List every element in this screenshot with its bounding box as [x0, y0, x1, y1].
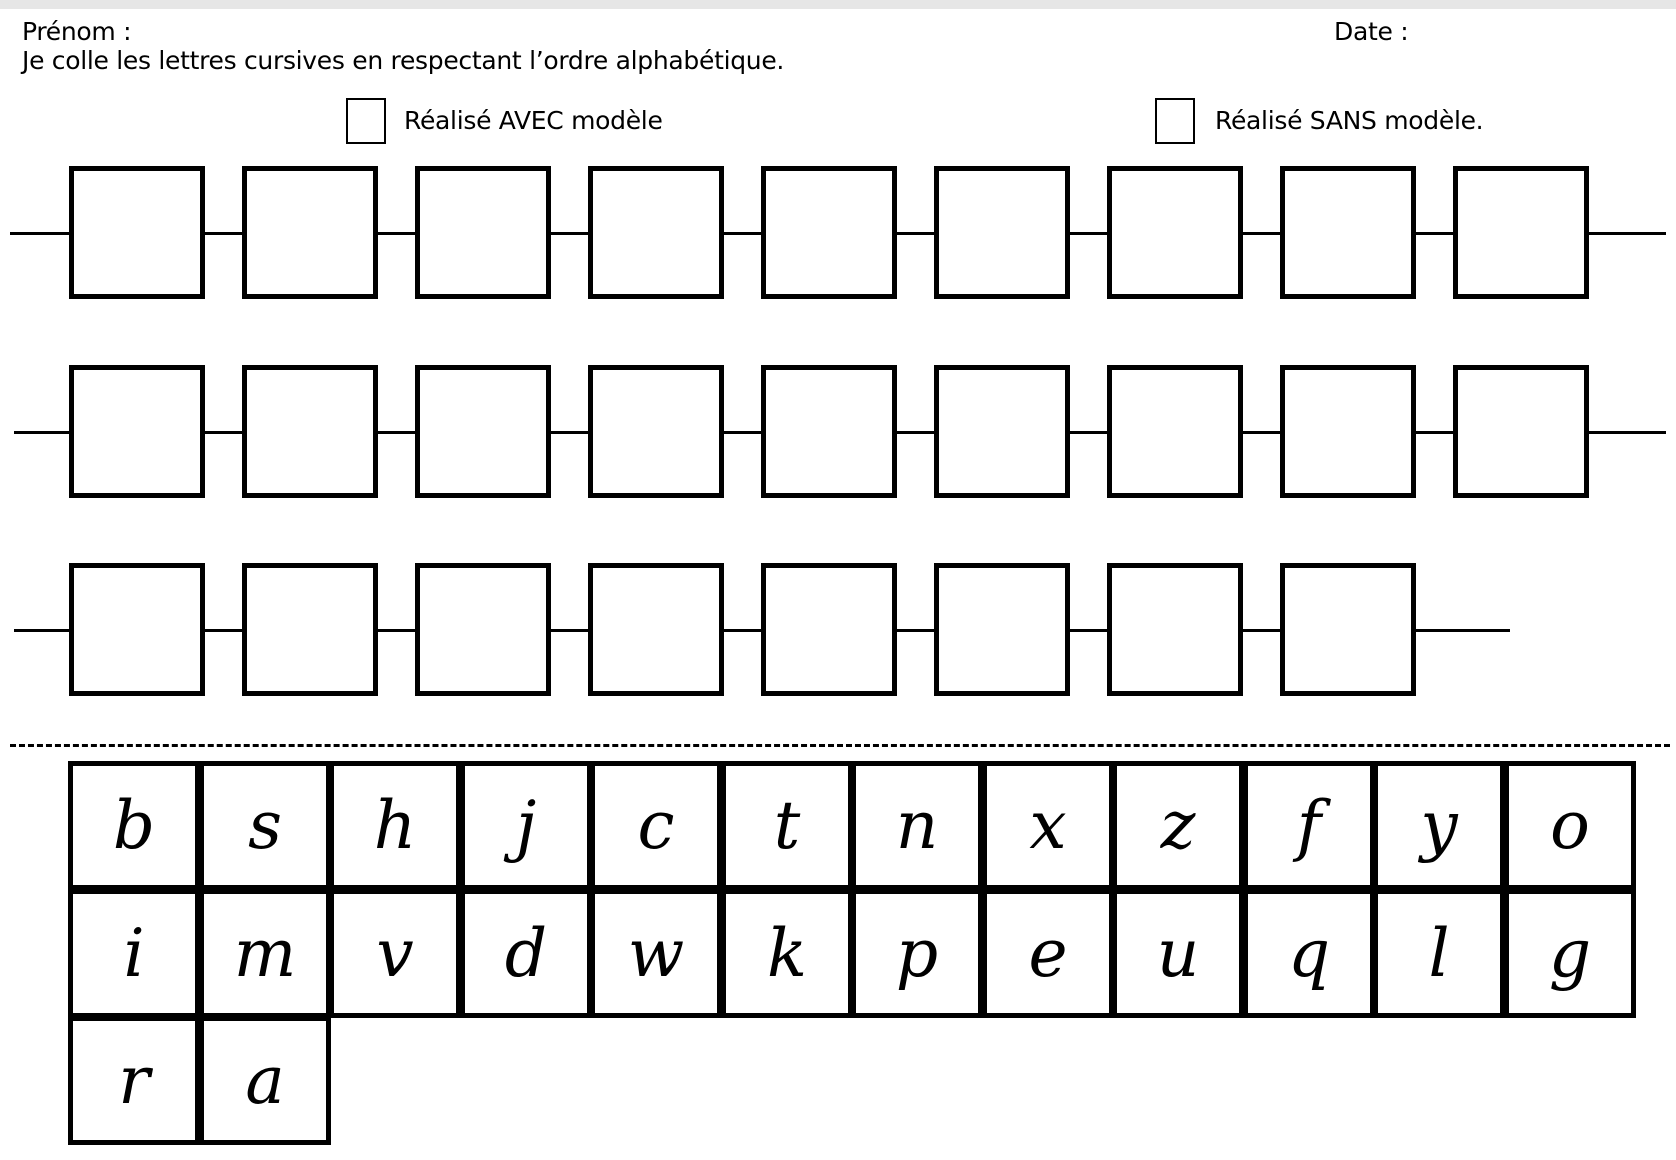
- letter-card[interactable]: a: [199, 1016, 331, 1145]
- without-model-label: Réalisé SANS modèle.: [1215, 106, 1484, 135]
- letter-card[interactable]: d: [460, 889, 592, 1018]
- answer-slot[interactable]: [1453, 365, 1589, 498]
- answer-slot[interactable]: [1280, 365, 1416, 498]
- answer-slot[interactable]: [1453, 166, 1589, 299]
- answer-slot[interactable]: [1107, 166, 1243, 299]
- answer-slot[interactable]: [1107, 365, 1243, 498]
- letter-card[interactable]: z: [1112, 761, 1244, 890]
- letter-card[interactable]: i: [68, 889, 200, 1018]
- date-label: Date :: [1334, 17, 1409, 46]
- answer-slot[interactable]: [761, 563, 897, 696]
- cut-line: [10, 744, 1670, 747]
- letter-card[interactable]: y: [1373, 761, 1505, 890]
- letter-card[interactable]: e: [982, 889, 1114, 1018]
- letter-card[interactable]: c: [590, 761, 722, 890]
- letter-card[interactable]: f: [1243, 761, 1375, 890]
- answer-slot[interactable]: [242, 166, 378, 299]
- letter-card[interactable]: q: [1243, 889, 1375, 1018]
- letter-card[interactable]: l: [1373, 889, 1505, 1018]
- answer-slot[interactable]: [761, 166, 897, 299]
- letter-card[interactable]: x: [982, 761, 1114, 890]
- answer-slot[interactable]: [588, 166, 724, 299]
- letter-card[interactable]: g: [1504, 889, 1636, 1018]
- letter-card[interactable]: t: [721, 761, 853, 890]
- without-model-checkbox[interactable]: [1155, 98, 1195, 144]
- answer-slot[interactable]: [415, 365, 551, 498]
- letter-card[interactable]: m: [199, 889, 331, 1018]
- answer-slot[interactable]: [69, 365, 205, 498]
- answer-slot[interactable]: [934, 166, 1070, 299]
- letter-card[interactable]: r: [68, 1016, 200, 1145]
- answer-slot[interactable]: [69, 563, 205, 696]
- letter-card[interactable]: h: [329, 761, 461, 890]
- letter-card[interactable]: k: [721, 889, 853, 1018]
- answer-slot[interactable]: [588, 365, 724, 498]
- instruction-text: Je colle les lettres cursives en respectant l’ordre alphabétique.: [22, 46, 785, 75]
- letter-card[interactable]: w: [590, 889, 722, 1018]
- with-model-checkbox[interactable]: [346, 98, 386, 144]
- letter-card[interactable]: o: [1504, 761, 1636, 890]
- with-model-label: Réalisé AVEC modèle: [404, 106, 663, 135]
- answer-slot[interactable]: [69, 166, 205, 299]
- answer-slot[interactable]: [1107, 563, 1243, 696]
- letter-card[interactable]: v: [329, 889, 461, 1018]
- letter-card[interactable]: b: [68, 761, 200, 890]
- answer-slot[interactable]: [934, 365, 1070, 498]
- answer-slot[interactable]: [761, 365, 897, 498]
- letter-card[interactable]: j: [460, 761, 592, 890]
- answer-slot[interactable]: [415, 563, 551, 696]
- prenom-label: Prénom :: [22, 17, 132, 46]
- answer-slot[interactable]: [415, 166, 551, 299]
- answer-slot[interactable]: [934, 563, 1070, 696]
- answer-slot[interactable]: [242, 563, 378, 696]
- answer-slot[interactable]: [588, 563, 724, 696]
- answer-slot[interactable]: [242, 365, 378, 498]
- worksheet-page: [0, 9, 1676, 1160]
- letter-card[interactable]: s: [199, 761, 331, 890]
- answer-slot[interactable]: [1280, 563, 1416, 696]
- letter-card[interactable]: u: [1112, 889, 1244, 1018]
- letter-card[interactable]: p: [851, 889, 983, 1018]
- letter-card[interactable]: n: [851, 761, 983, 890]
- answer-slot[interactable]: [1280, 166, 1416, 299]
